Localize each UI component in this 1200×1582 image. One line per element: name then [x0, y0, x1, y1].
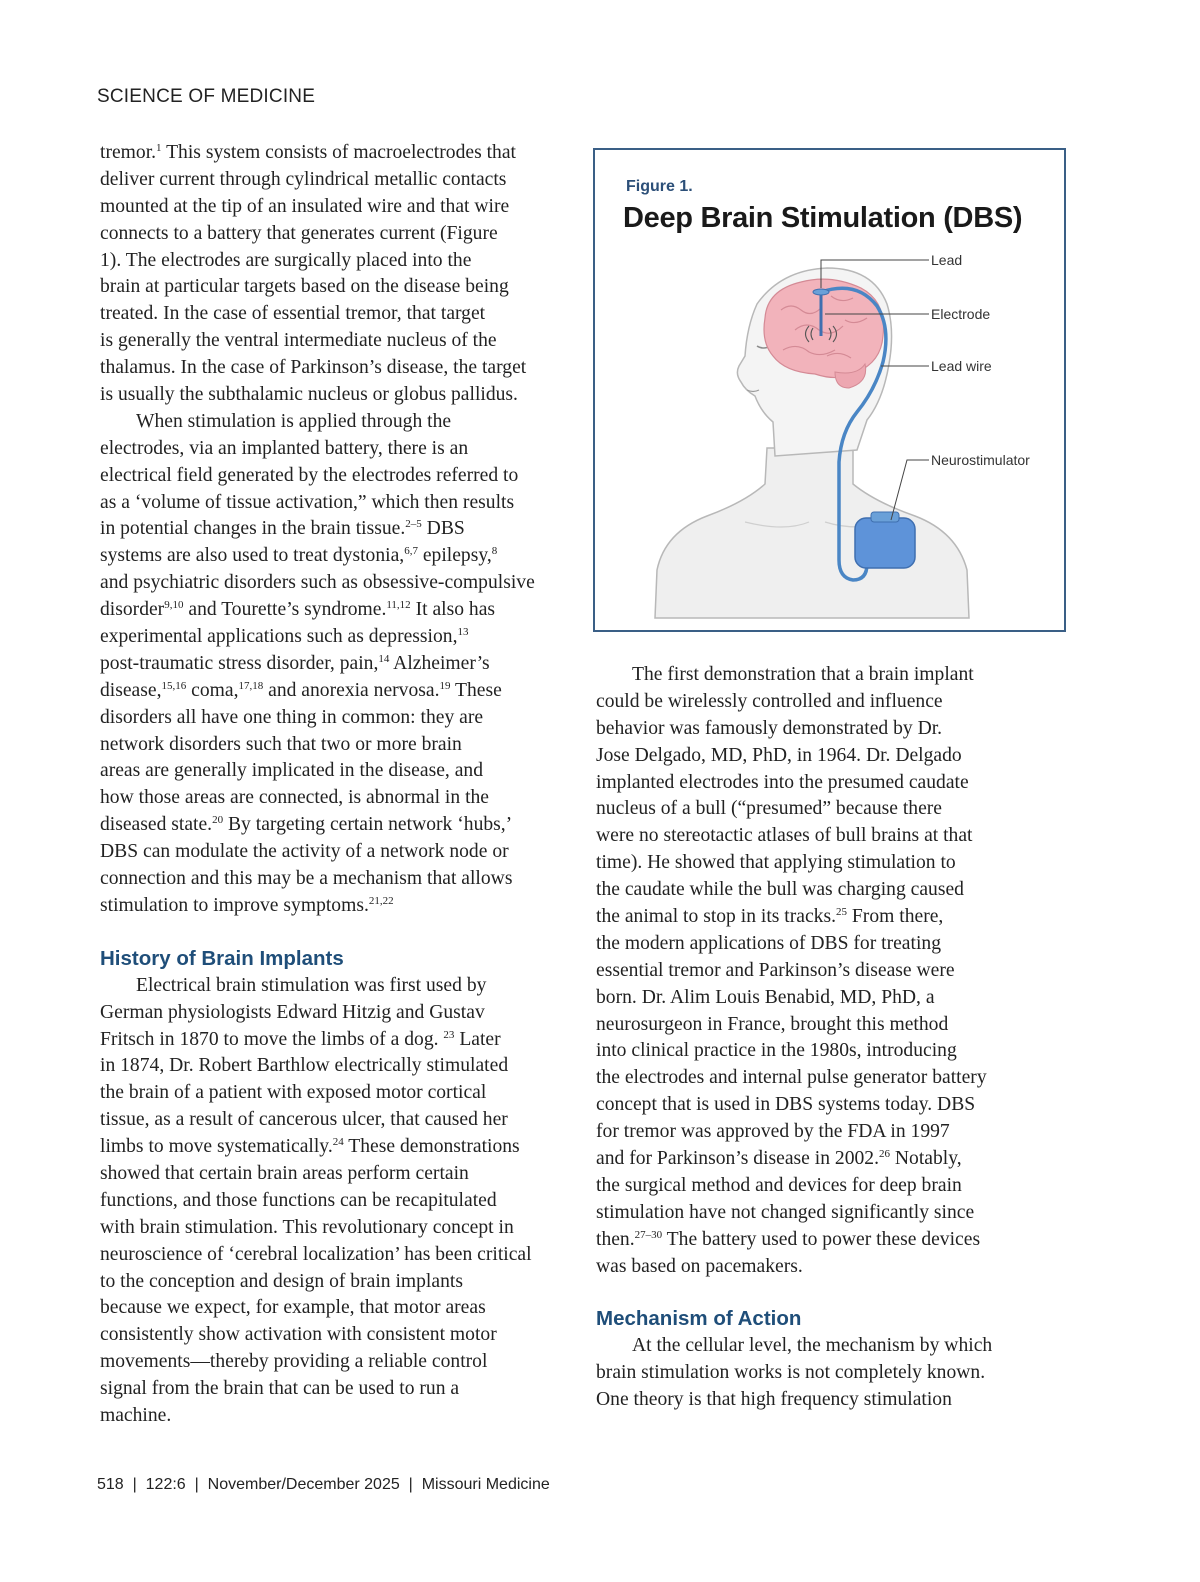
text-run: By targeting certain network ‘hubs,’	[223, 814, 513, 836]
text-line	[100, 1134, 580, 1161]
citation: 23	[443, 1028, 455, 1041]
text-run: Electrical brain stimulation was first used by	[136, 974, 487, 996]
text-run: time). He showed that applying stimulation to	[596, 852, 956, 874]
text-run: functions, and those functions can be recapitulated	[100, 1189, 497, 1211]
text-line	[100, 893, 580, 920]
neurostimulator-header	[871, 512, 899, 522]
text-run: electrodes, via an implanted battery, there is an	[100, 437, 469, 459]
footer-separator: |	[190, 1476, 204, 1493]
text-line	[100, 490, 580, 517]
text-run: connection and this may be a mechanism that allows	[100, 868, 513, 890]
text-line	[100, 463, 580, 490]
issue-number: 122:6	[145, 1476, 186, 1493]
text-run: and for Parkinson’s disease in 2002.	[596, 1148, 879, 1170]
text-line	[100, 1000, 580, 1027]
text-line	[100, 1161, 580, 1188]
text-line	[100, 1322, 580, 1349]
text-run: DBS can modulate the activity of a network node or	[100, 841, 509, 863]
page-footer	[97, 1476, 550, 1494]
text-run: Jose Delgado, MD, PhD, in 1964. Dr. Delgado	[596, 744, 962, 766]
text-line	[596, 1173, 1056, 1200]
callout-neurostimulator: Neurostimulator	[931, 452, 1030, 468]
citation: 2–5	[405, 518, 422, 531]
citation: 27–30	[634, 1228, 663, 1241]
text-line	[596, 689, 1056, 716]
text-run: areas are generally implicated in the disease, and	[100, 760, 483, 782]
text-line	[596, 796, 1056, 823]
text-run: These demonstrations	[343, 1136, 520, 1158]
footer-separator: |	[404, 1476, 418, 1493]
figure-label: Figure 1.	[626, 178, 693, 195]
text-line	[596, 958, 1056, 985]
text-run: coma,	[186, 679, 239, 701]
text-run: behavior was famously demonstrated by Dr.	[596, 717, 943, 739]
text-run: the animal to stop in its tracks.	[596, 906, 836, 928]
text-line	[100, 436, 580, 463]
text-run: post-traumatic stress disorder, pain,	[100, 652, 379, 674]
paragraph	[100, 973, 580, 1430]
citation: 20	[212, 814, 224, 827]
text-run: machine.	[100, 1404, 172, 1426]
torso-outline	[655, 448, 969, 618]
text-run: Later	[454, 1028, 501, 1050]
text-line	[100, 355, 580, 382]
citation: 6,7	[404, 545, 418, 558]
text-run: Alzheimer’s	[389, 652, 490, 674]
text-line	[596, 1200, 1056, 1227]
text-run: stimulation to improve symptoms.	[100, 894, 369, 916]
text-line	[100, 1215, 580, 1242]
text-line	[100, 651, 580, 678]
text-run: was based on pacemakers.	[596, 1255, 803, 1277]
text-run: mounted at the tip of an insulated wire and that wire	[100, 195, 510, 217]
text-line	[100, 221, 580, 248]
text-line	[100, 543, 580, 570]
paragraph	[596, 1333, 1056, 1414]
citation: 19	[439, 679, 451, 692]
text-run: stimulation have not changed significantly since	[596, 1201, 975, 1223]
citation: 24	[332, 1136, 344, 1149]
right-column	[596, 662, 1056, 1414]
text-line	[100, 1349, 580, 1376]
text-line	[596, 1146, 1056, 1173]
text-run: implanted electrodes into the presumed caudate	[596, 771, 969, 793]
text-line	[100, 973, 580, 1000]
text-line	[596, 1387, 1056, 1414]
text-run: the brain of a patient with exposed motor cortical	[100, 1082, 487, 1104]
text-line	[596, 1254, 1056, 1281]
text-run: 1). The electrodes are surgically placed into the	[100, 249, 472, 271]
text-run: is usually the subthalamic nucleus or globus pallidus.	[100, 384, 518, 406]
text-run: tissue, as a result of cancerous ulcer, that caused her	[100, 1109, 508, 1131]
text-line	[596, 770, 1056, 797]
text-run: neuroscience of ‘cerebral localization’ has been critical	[100, 1243, 532, 1265]
neurostimulator	[855, 518, 915, 568]
text-line	[100, 1242, 580, 1269]
text-run: in 1874, Dr. Robert Barthlow electrically stimulated	[100, 1055, 509, 1077]
text-run: network disorders such that two or more brain	[100, 733, 462, 755]
text-run: in potential changes in the brain tissue.	[100, 518, 406, 540]
section-heading: Mechanism of Action	[596, 1307, 802, 1331]
text-line	[596, 1038, 1056, 1065]
text-run: for tremor was approved by the FDA in 1997	[596, 1121, 950, 1143]
citation: 9,10	[164, 599, 184, 612]
text-line	[100, 516, 580, 543]
text-line	[100, 678, 580, 705]
text-run: disease,	[100, 679, 162, 701]
journal-name: Missouri Medicine	[421, 1476, 550, 1493]
citation: 17,18	[238, 679, 264, 692]
text-line	[100, 812, 580, 839]
text-line	[100, 705, 580, 732]
text-run: experimental applications such as depression,	[100, 626, 458, 648]
text-run: born. Dr. Alim Louis Benabid, MD, PhD, a	[596, 986, 935, 1008]
text-run: how those areas are connected, is abnormal in the	[100, 787, 490, 809]
text-run: epilepsy,	[417, 545, 492, 567]
text-run: thalamus. In the case of Parkinson’s disease, the target	[100, 357, 527, 379]
text-run: because we expect, for example, that motor areas	[100, 1297, 486, 1319]
text-run: electrical field generated by the electrodes referred to	[100, 464, 519, 486]
text-run: and anorexia nervosa.	[263, 679, 440, 701]
text-line	[100, 785, 580, 812]
text-line	[596, 931, 1056, 958]
text-line	[100, 301, 580, 328]
text-line	[596, 904, 1056, 931]
text-line	[100, 597, 580, 624]
text-run: consistently show activation with consistent motor	[100, 1324, 497, 1346]
figure-title: Deep Brain Stimulation (DBS)	[623, 202, 1023, 234]
text-run: the electrodes and internal pulse generator battery	[596, 1067, 987, 1089]
text-run: brain stimulation works is not completely known.	[596, 1362, 986, 1384]
text-line	[100, 758, 580, 785]
text-line	[100, 1080, 580, 1107]
text-run: diseased state.	[100, 814, 213, 836]
text-run: The battery used to power these devices	[662, 1228, 981, 1250]
text-line	[100, 1295, 580, 1322]
text-line	[100, 409, 580, 436]
citation: 21,22	[368, 894, 394, 907]
page-number: 518	[97, 1476, 124, 1493]
text-run: systems are also used to treat dystonia,	[100, 545, 405, 567]
text-line	[100, 732, 580, 759]
citation: 15,16	[161, 679, 187, 692]
text-run: connects to a battery that generates current (Figure	[100, 222, 498, 244]
text-line	[100, 570, 580, 597]
text-line	[100, 1376, 580, 1403]
text-line	[100, 248, 580, 275]
paragraph	[100, 409, 580, 920]
text-line	[596, 1119, 1056, 1146]
text-run: were no stereotactic atlases of bull brains at that	[596, 825, 973, 847]
text-line	[596, 850, 1056, 877]
text-line	[100, 624, 580, 651]
text-run: limbs to move systematically.	[100, 1136, 333, 1158]
text-run: It also has	[410, 599, 496, 621]
text-run: concept that is used in DBS systems today. DBS	[596, 1094, 976, 1116]
text-line	[100, 167, 580, 194]
footer-separator: |	[128, 1476, 142, 1493]
text-line	[100, 1107, 580, 1134]
text-line	[100, 839, 580, 866]
text-line	[596, 1227, 1056, 1254]
citation: 8	[491, 545, 498, 558]
text-run: movements—thereby providing a reliable control	[100, 1351, 488, 1373]
text-line	[100, 1403, 580, 1430]
text-run: disorders all have one thing in common: they are	[100, 706, 484, 728]
text-line	[100, 1188, 580, 1215]
text-run: At the cellular level, the mechanism by which	[632, 1335, 993, 1357]
text-run: as a ‘volume of tissue activation,” which then results	[100, 491, 515, 513]
text-run: into clinical practice in the 1980s, introducing	[596, 1040, 957, 1062]
text-line	[596, 877, 1056, 904]
text-run: These	[450, 679, 502, 701]
text-run: deliver current through cylindrical metallic contacts	[100, 168, 507, 190]
callout-lead-wire: Lead wire	[931, 358, 992, 374]
text-line	[100, 1053, 580, 1080]
left-column	[100, 140, 580, 1430]
text-run: brain at particular targets based on the disease being	[100, 276, 509, 298]
figure-1	[593, 148, 1066, 632]
text-run: with brain stimulation. This revolutionary concept in	[100, 1216, 514, 1238]
callout-lead: Lead	[931, 252, 963, 268]
text-line	[100, 194, 580, 221]
text-line	[596, 662, 1056, 689]
section-heading: History of Brain Implants	[100, 946, 344, 970]
text-run: One theory is that high frequency stimulation	[596, 1389, 952, 1411]
text-run: the surgical method and devices for deep brain	[596, 1174, 962, 1196]
section-label: SCIENCE OF MEDICINE	[97, 86, 316, 107]
text-line	[596, 823, 1056, 850]
text-run: treated. In the case of essential tremor, that target	[100, 303, 486, 325]
paragraph	[596, 662, 1056, 1280]
burr-hole-cap	[813, 289, 829, 295]
text-line	[100, 328, 580, 355]
citation: 11,12	[386, 599, 411, 612]
text-run: signal from the brain that can be used to run a	[100, 1378, 460, 1400]
text-run: and psychiatric disorders such as obsessive-compulsive	[100, 572, 535, 594]
callout-electrode: Electrode	[931, 306, 991, 322]
text-run: is generally the ventral intermediate nucleus of the	[100, 330, 497, 352]
text-run: nucleus of a bull (“presumed” because there	[596, 798, 942, 820]
text-run: then.	[596, 1228, 635, 1250]
paragraph	[100, 140, 580, 409]
text-run: When stimulation is applied through the	[136, 410, 452, 432]
text-line	[596, 1065, 1056, 1092]
text-line	[100, 382, 580, 409]
text-line	[100, 274, 580, 301]
text-run: tremor.	[100, 142, 157, 163]
issue-date: November/December 2025	[207, 1476, 400, 1493]
text-line	[596, 1012, 1056, 1039]
text-line	[596, 1092, 1056, 1119]
text-line	[596, 1333, 1056, 1360]
text-run: the caudate while the bull was charging caused	[596, 879, 964, 901]
text-run: could be wirelessly controlled and influence	[596, 690, 943, 712]
citation: 13	[457, 626, 469, 639]
text-run: From there,	[847, 906, 944, 928]
citation: 14	[378, 652, 390, 665]
text-run: the modern applications of DBS for treating	[596, 932, 941, 954]
text-run: neurosurgeon in France, brought this method	[596, 1013, 949, 1035]
citation: 25	[836, 906, 847, 919]
text-run: disorder	[100, 599, 165, 621]
text-run: The first demonstration that a brain implant	[632, 664, 974, 685]
text-run: essential tremor and Parkinson’s disease were	[596, 959, 955, 981]
text-line	[596, 716, 1056, 743]
text-run: showed that certain brain areas perform certain	[100, 1162, 469, 1184]
text-line	[100, 866, 580, 893]
citation: 1	[156, 142, 162, 154]
text-line	[100, 1027, 580, 1054]
text-run: Fritsch in 1870 to move the limbs of a dog.	[100, 1028, 444, 1050]
text-line	[596, 1360, 1056, 1387]
citation: 26	[878, 1148, 890, 1161]
text-run: Notably,	[889, 1148, 962, 1170]
text-line	[596, 985, 1056, 1012]
text-run: to the conception and design of brain implants	[100, 1270, 463, 1292]
text-run: German physiologists Edward Hitzig and Gustav	[100, 1001, 485, 1023]
text-line	[596, 743, 1056, 770]
text-run: DBS	[421, 518, 465, 540]
text-run: This system consists of macroelectrodes that	[161, 142, 516, 163]
text-line	[100, 140, 580, 167]
text-run: and Tourette’s syndrome.	[183, 599, 387, 621]
text-line	[100, 1269, 580, 1296]
